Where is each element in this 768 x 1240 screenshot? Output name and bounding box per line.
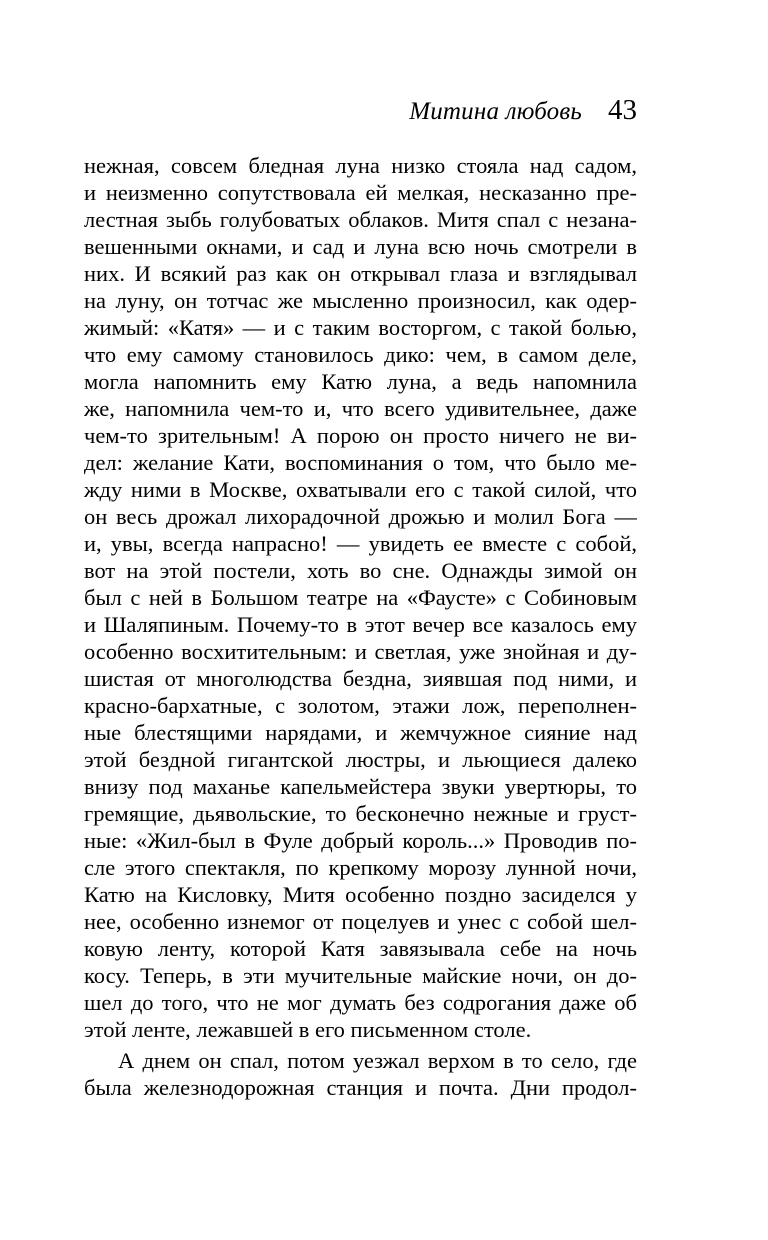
text-line: на луну, он тотчас же мысленно произносил, как одер- [84, 288, 637, 313]
body-text [84, 152, 637, 1101]
text-line: жду ними в Москве, охватывали его с такой силой, что [84, 477, 637, 502]
running-head [409, 94, 637, 130]
text-line: же, напомнила чем-то и, что всего удивительнее, даже [84, 396, 637, 421]
running-title: Митина любовь [409, 98, 582, 125]
text-line: что ему самому становилось дико: чем, в самом деле, [84, 342, 637, 367]
text-line: косу. Теперь, в эти мучительные майские ночи, он до- [84, 963, 637, 988]
text-line: дел: желание Кати, воспоминания о том, что было ме- [84, 450, 637, 475]
text-line: ные: «Жил-был в Фуле добрый король...» Проводив по- [84, 828, 637, 853]
text-line: шистая от многолюдства бездна, зиявшая под ними, и [84, 666, 637, 691]
text-line: чем-то зрительным! А порою он просто ничего не ви- [84, 423, 637, 448]
paragraph-end-line: этой ленте, лежавшей в его письменном столе. [84, 1017, 532, 1042]
text-line: красно-бархатные, с золотом, этажи лож, переполнен- [84, 693, 637, 718]
text-line: могла напомнить ему Катю луна, а ведь напомнила [84, 369, 637, 394]
text-line: он весь дрожал лихорадочной дрожью и молил Бога — [84, 504, 637, 529]
text-line: и, увы, всегда напрасно! — увидеть ее вместе с собой, [84, 531, 637, 556]
text-line: шел до того, что не мог думать без содрогания даже об [84, 990, 637, 1015]
text-line: ные блестящими нарядами, и жемчужное сияние над [84, 720, 637, 745]
text-line: нее, особенно изнемог от поцелуев и унес с собой шел- [84, 909, 637, 934]
text-line: и неизменно сопутствовала ей мелкая, несказанно пре- [84, 180, 637, 205]
text-line: вешенными окнами, и сад и луна всю ночь смотрели в [84, 234, 637, 259]
page-number: 43 [608, 94, 637, 126]
text-line: особенно восхитительным: и светлая, уже знойная и ду- [84, 639, 637, 664]
text-line: и Шаляпиным. Почему-то в этот вечер все казалось ему [84, 612, 637, 637]
text-line: Катю на Кисловку, Митя особенно поздно засиделся у [84, 882, 637, 907]
text-line: них. И всякий раз как он открывал глаза и взглядывал [84, 261, 637, 286]
text-line: гремящие, дьявольские, то бесконечно нежные и груст- [84, 801, 637, 826]
text-line: этой бездной гигантской люстры, и льющиеся далеко [84, 747, 637, 772]
text-line: жимый: «Катя» — и с таким восторгом, с такой болью, [84, 315, 637, 340]
text-line: ковую ленту, которой Катя завязывала себе на ночь [84, 936, 637, 961]
text-line: был с ней в Большом театре на «Фаусте» с Собиновым [84, 585, 637, 610]
text-line: внизу под маханье капельмейстера звуки увертюры, то [84, 774, 637, 799]
text-line: лестная зыбь голубоватых облаков. Митя спал с незана- [84, 207, 637, 232]
text-line: нежная, совсем бледная луна низко стояла над садом, [84, 153, 637, 178]
text-line: была железнодорожная станция и почта. Дни продол- [84, 1075, 637, 1100]
paragraph-start-line: А днем он спал, потом уезжал верхом в то село, где [118, 1048, 637, 1073]
text-line: вот на этой постели, хоть во сне. Однажды зимой он [84, 558, 637, 583]
text-line: сле этого спектакля, по крепкому морозу лунной ночи, [84, 855, 637, 880]
